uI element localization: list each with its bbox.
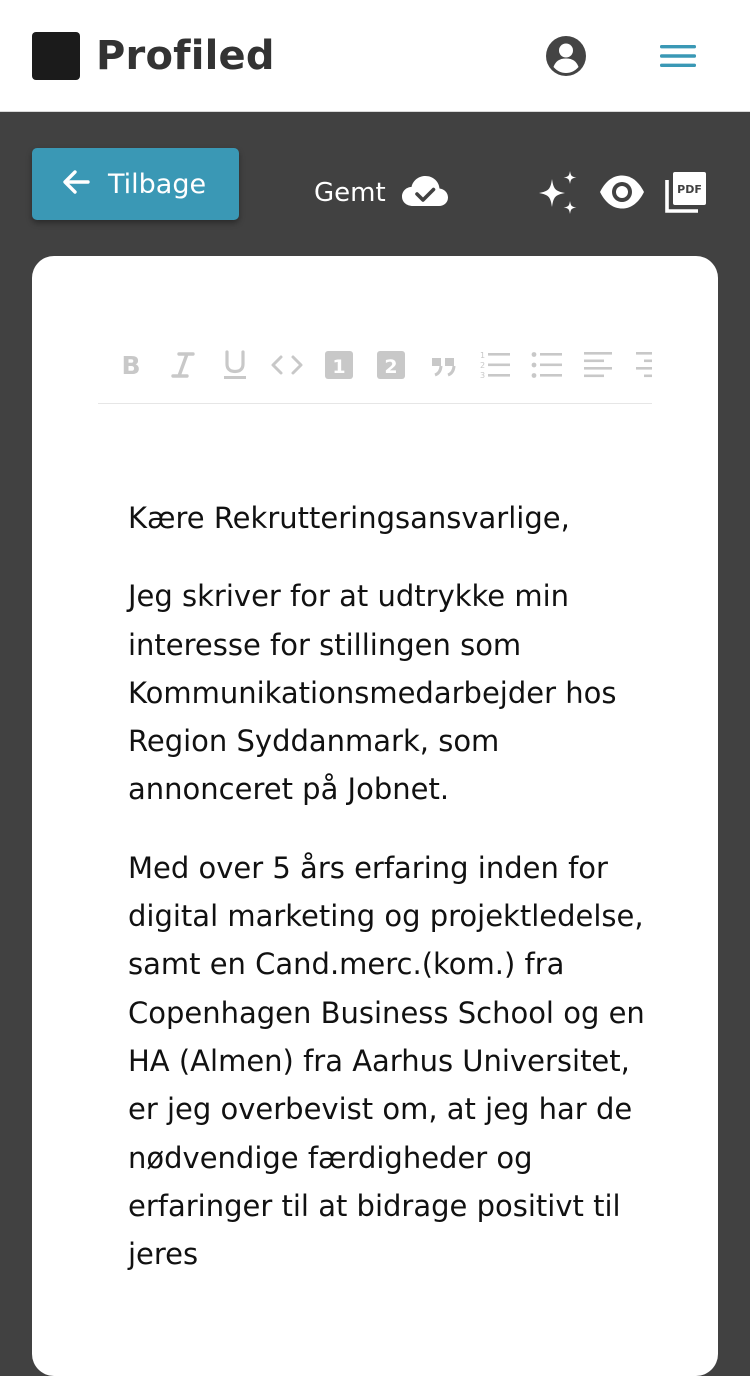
bold-icon[interactable]	[114, 348, 148, 382]
svg-text:2: 2	[384, 356, 398, 378]
heading-2-icon[interactable]	[374, 348, 408, 382]
align-right-icon[interactable]	[634, 348, 652, 382]
svg-text:3: 3	[480, 371, 486, 380]
hamburger-menu-icon[interactable]	[658, 40, 698, 72]
letter-paragraph: Jeg skriver for at udtrykke min interesse for stillingen som Kommunikationsmedarbejder hos Region Syddanmark, som annonceret på Jobnet.	[128, 579, 617, 807]
bullet-list-icon[interactable]	[530, 348, 564, 382]
save-status	[314, 170, 450, 216]
brand-name[interactable]: Profiled	[96, 33, 275, 79]
cloud-check-icon	[386, 173, 450, 213]
svg-text:PDF: PDF	[677, 183, 702, 196]
sparkle-icon[interactable]	[534, 170, 582, 216]
quote-icon[interactable]	[426, 348, 460, 382]
letter-text-editor[interactable]	[128, 494, 648, 1308]
svg-text:2: 2	[480, 361, 486, 370]
eye-icon[interactable]	[598, 172, 646, 212]
top-navbar	[0, 0, 750, 112]
letter-paragraph: Med over 5 års erfaring inden for digital marketing og projektledelse, samt en Cand.merc.(kom.) fra Copenhagen Business School og en HA (Almen) fra Aarhus Universitet, er jeg overbevist om, at jeg har de nødvendige færdigheder og erfaringer til at bidrage positivt til jeres	[128, 850, 645, 1272]
save-status-label: Gemt	[314, 178, 386, 208]
pdf-icon[interactable]	[664, 170, 708, 214]
code-icon[interactable]	[270, 348, 304, 382]
svg-text:1: 1	[332, 356, 346, 378]
svg-text:1: 1	[480, 351, 486, 360]
back-button[interactable]	[32, 148, 239, 220]
italic-icon[interactable]	[166, 348, 200, 382]
letter-greeting: Kære Rekrutteringsansvarlige,	[128, 501, 570, 535]
align-left-icon[interactable]	[582, 348, 616, 382]
brand-logo[interactable]	[32, 32, 80, 80]
ordered-list-icon[interactable]	[478, 348, 512, 382]
heading-1-icon[interactable]	[322, 348, 356, 382]
editor-card	[32, 256, 718, 1376]
back-button-label: Tilbage	[108, 168, 207, 200]
account-circle-icon[interactable]	[544, 34, 588, 78]
format-toolbar	[98, 342, 652, 404]
underline-icon[interactable]	[218, 348, 252, 382]
svg-text:B: B	[121, 351, 141, 380]
arrow-left-icon	[60, 166, 92, 202]
